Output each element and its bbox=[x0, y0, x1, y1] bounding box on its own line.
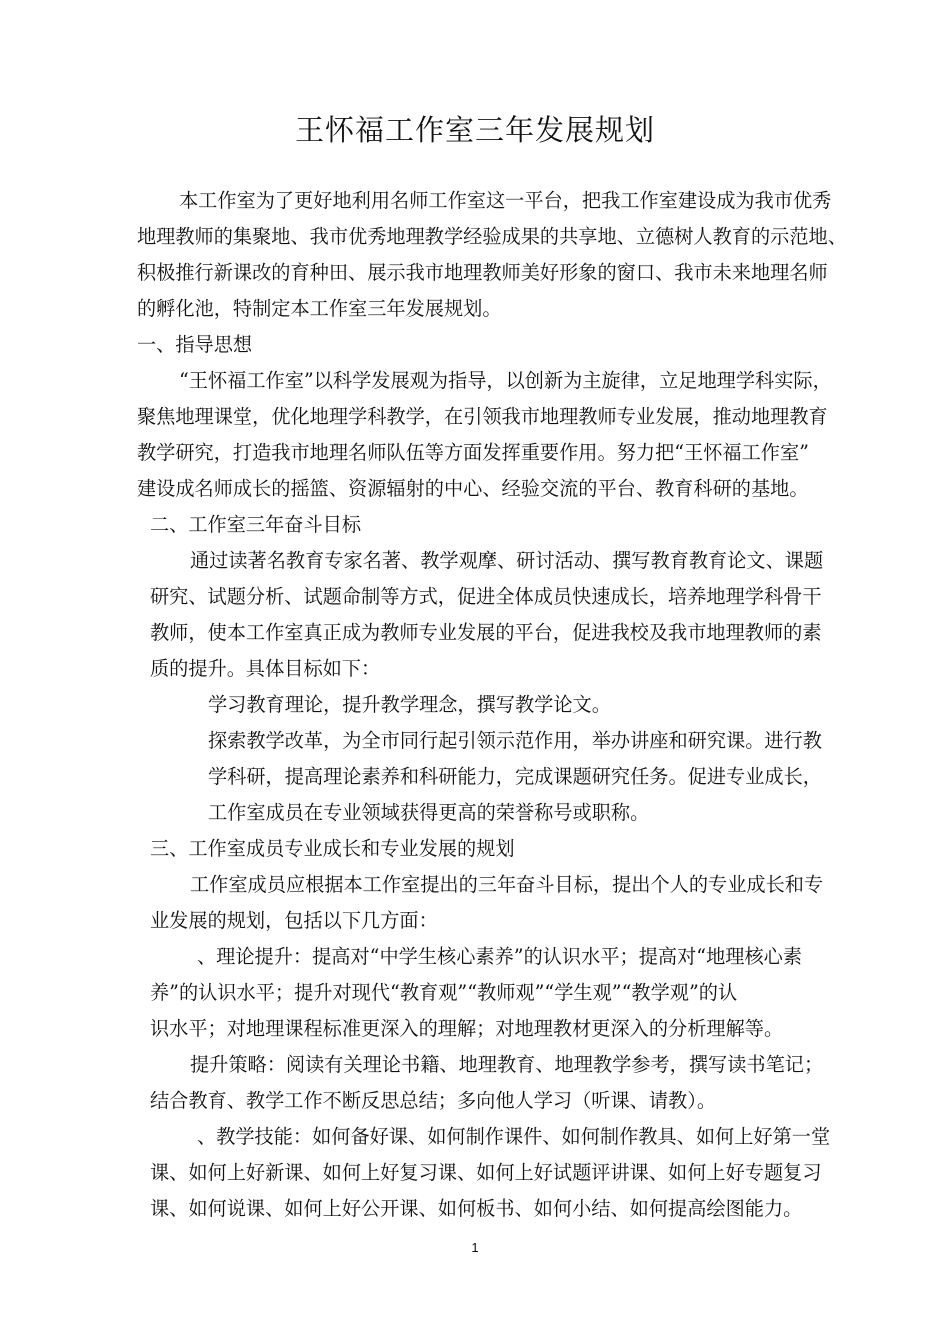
page-number: 1 bbox=[471, 1240, 479, 1255]
text-line: 结合教育、教学工作不断反思总结；多向他人学习（听课、请教）。 bbox=[150, 1089, 717, 1112]
text-line: 业发展的规划，包括以下几方面： bbox=[150, 909, 438, 932]
text-line: 、教学技能：如何备好课、如何制作课件、如何制作教具、如何上好第一堂 bbox=[197, 1125, 831, 1148]
section-heading: 三、工作室成员专业成长和专业发展的规划 bbox=[150, 837, 515, 860]
text-line: 质的提升。具体目标如下： bbox=[150, 657, 381, 680]
page-title: 王怀福工作室三年发展规划 bbox=[294, 113, 655, 147]
text-line: 、理论提升：提高对“中学生核心素养”的认识水平；提高对“地理核心素 bbox=[197, 945, 803, 968]
text-line: 识水平；对地理课程标准更深入的理解；对地理教材更深入的分析理解等。 bbox=[150, 1017, 784, 1040]
text-line: 本工作室为了更好地利用名师工作室这一平台，把我工作室建设成为我市优秀 bbox=[179, 189, 832, 212]
text-line: 课、如何说课、如何上好公开课、如何板书、如何小结、如何提高绘图能力。 bbox=[150, 1197, 803, 1220]
text-line: 教师，使本工作室真正成为教师专业发展的平台，促进我校及我市地理教师的素 bbox=[150, 621, 822, 644]
section-heading: 一、指导思想 bbox=[137, 333, 253, 356]
text-line: 课、如何上好新课、如何上好复习课、如何上好试题评讲课、如何上好专题复习 bbox=[150, 1161, 822, 1184]
goal-item: 学习教育理论，提升教学理念，撰写教学论文。 bbox=[208, 693, 611, 716]
text-line: 工作室成员应根据本工作室提出的三年奋斗目标，提出个人的专业成长和专 bbox=[190, 873, 824, 896]
text-line: 聚焦地理课堂，优化地理学科教学，在引领我市地理教师专业发展，推动地理教育 bbox=[137, 405, 828, 428]
text-line: 通过读著名教育专家名著、教学观摩、研讨活动、撰写教育教育论文、课题 bbox=[190, 549, 824, 572]
section-heading: 二、工作室三年奋斗目标 bbox=[150, 513, 362, 536]
text-line: “王怀福工作室”以科学发展观为指导，以创新为主旋律，立足地理学科实际， bbox=[179, 369, 832, 392]
text-line: 积极推行新课改的育种田、展示我市地理教师美好形象的窗口、我市未来地理名师 bbox=[137, 261, 828, 284]
text-line: 教学研究，打造我市地理名师队伍等方面发挥重要作用。努力把“王怀福工作室” bbox=[137, 441, 809, 464]
text-line: 研究、试题分析、试题命制等方式，促进全体成员快速成长，培养地理学科骨干 bbox=[150, 585, 822, 608]
text-line: 养”的认识水平；提升对现代“教育观”“教师观”“学生观”“教学观”的认 bbox=[150, 981, 738, 1004]
text-line: 地理教师的集聚地、我市优秀地理教学经验成果的共享地、立德树人教育的示范地、 bbox=[137, 225, 847, 248]
text-line: 建设成名师成长的摇篮、资源辐射的中心、经验交流的平台、教育科研的基地。 bbox=[137, 477, 809, 500]
goal-item: 探索教学改革，为全市同行起引领示范作用，举办讲座和研究课。进行教 bbox=[208, 729, 822, 752]
text-line: 工作室成员在专业领域获得更高的荣誉称号或职称。 bbox=[208, 801, 650, 824]
text-line: 提升策略：阅读有关理论书籍、地理教育、地理教学参考，撰写读书笔记； bbox=[190, 1053, 824, 1076]
text-line: 的孵化池，特制定本工作室三年发展规划。 bbox=[137, 297, 502, 320]
text-line: 学科研，提高理论素养和科研能力，完成课题研究任务。促进专业成长， bbox=[208, 765, 822, 788]
